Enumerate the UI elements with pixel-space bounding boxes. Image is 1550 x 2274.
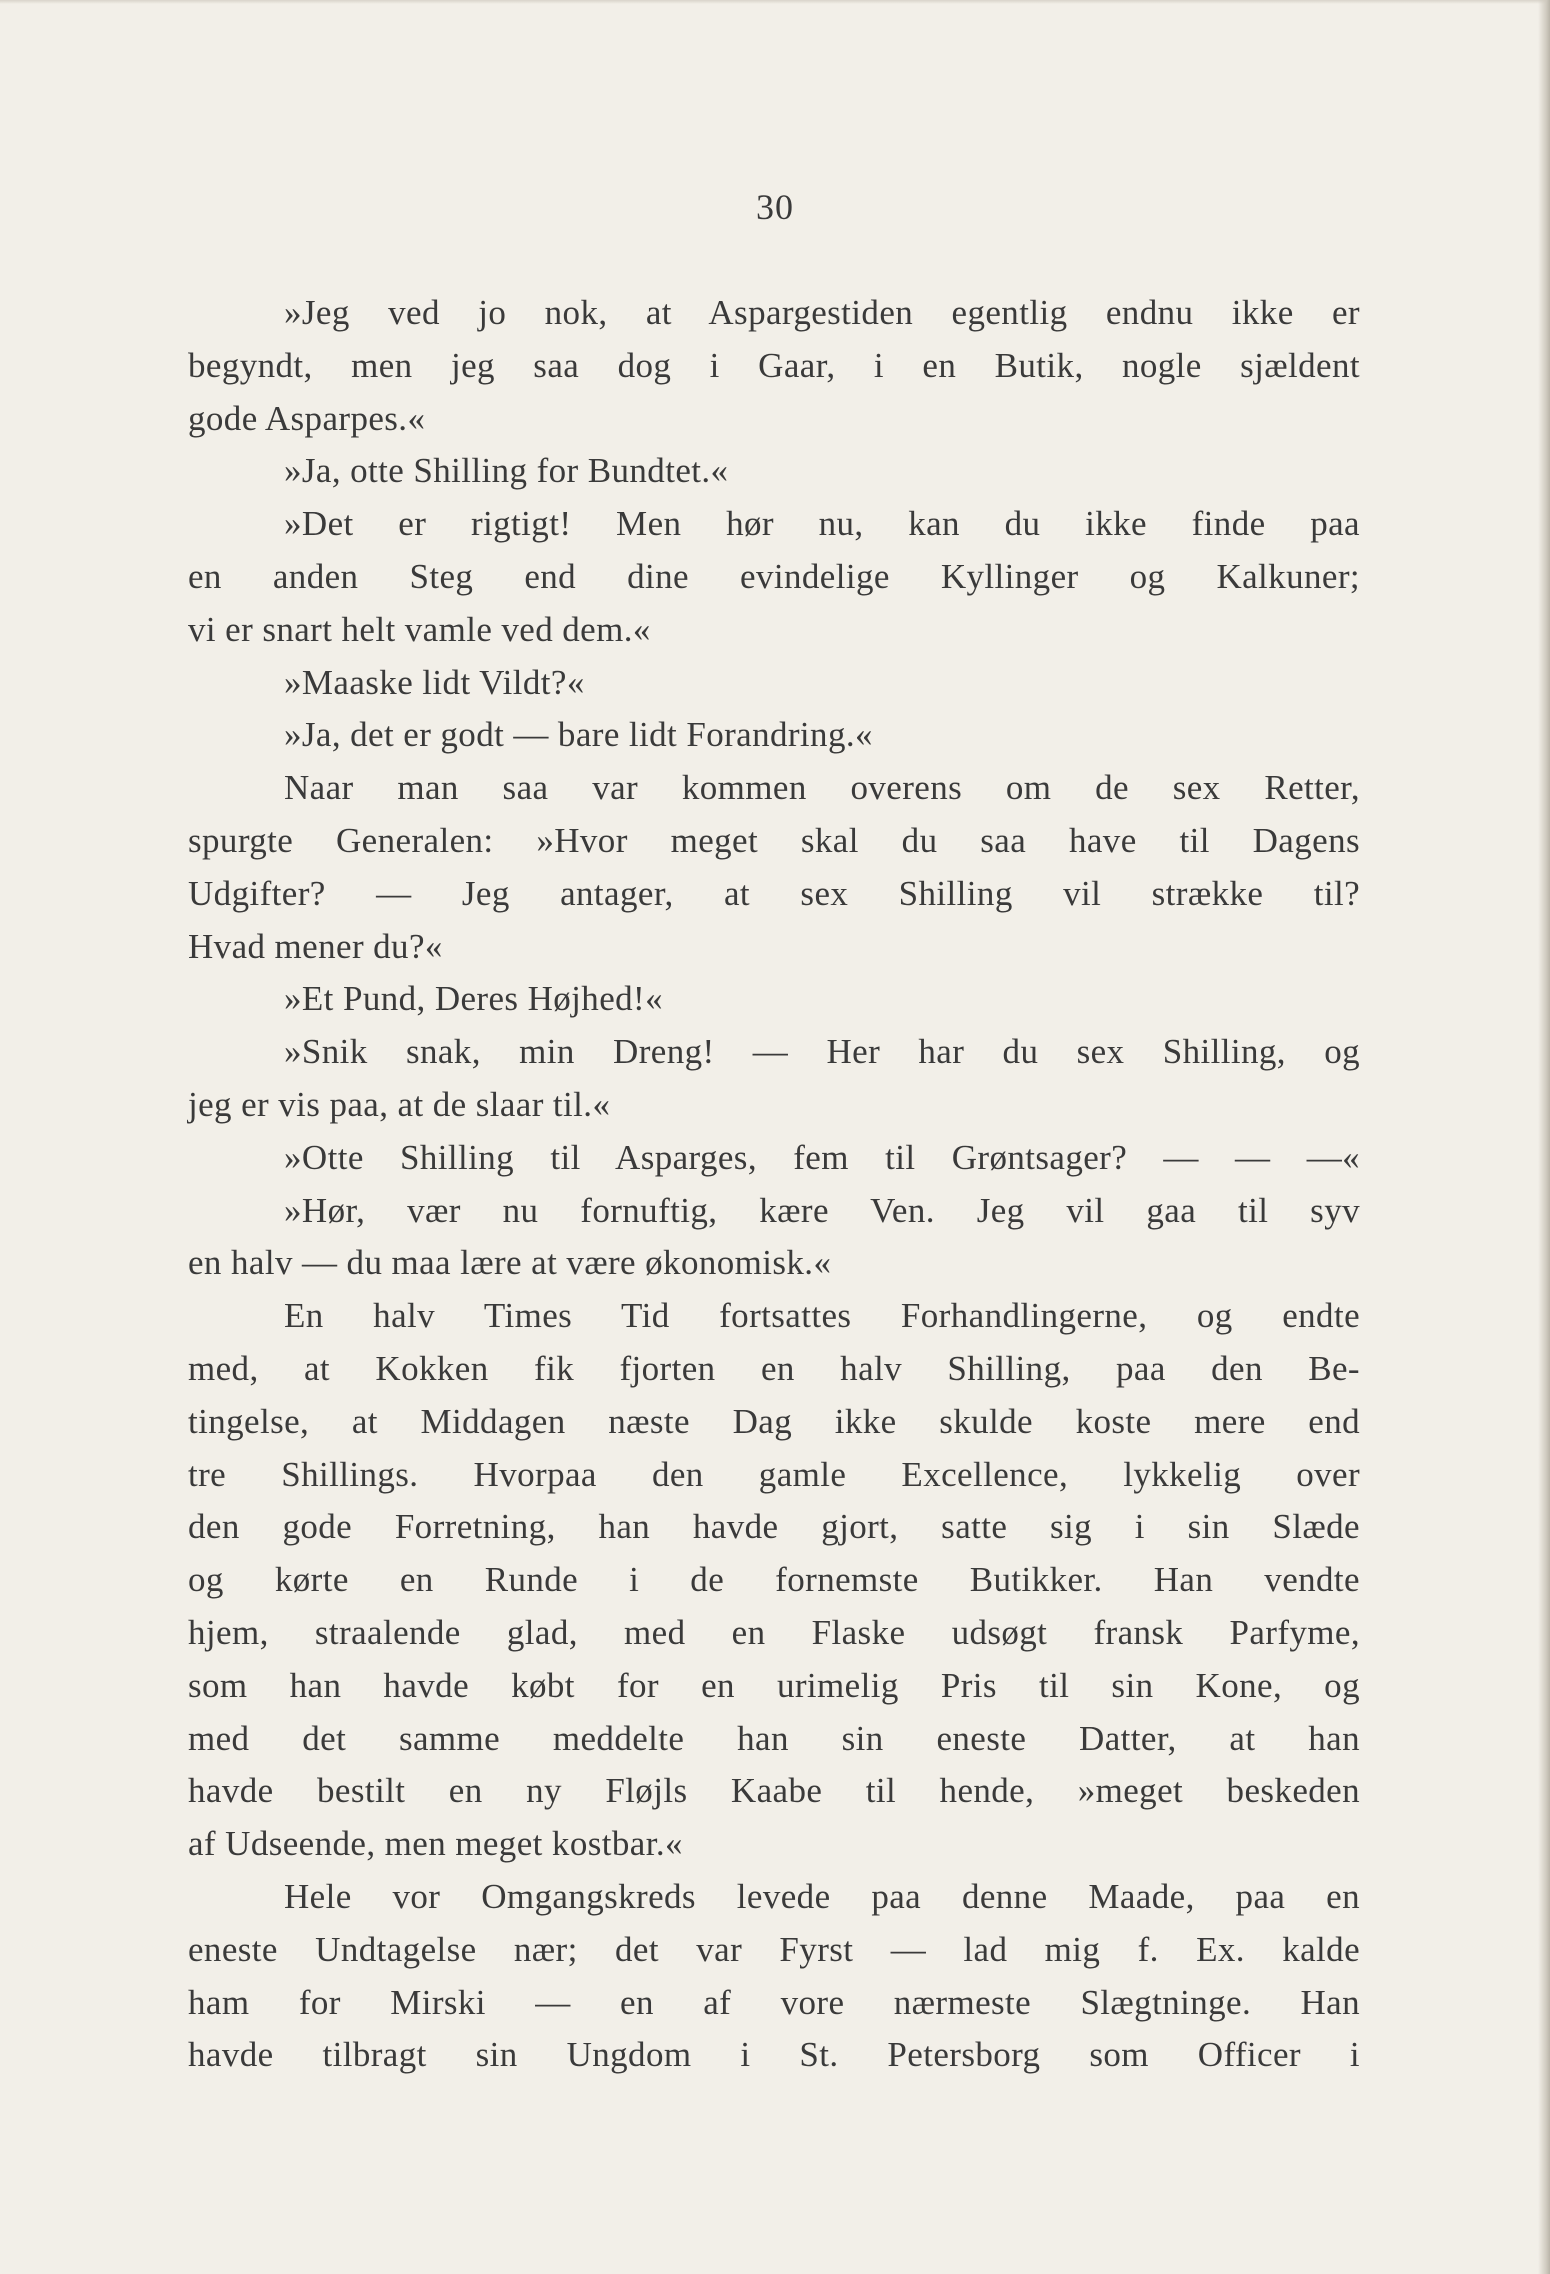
text-line: ham for Mirski — en af vore nærmeste Slægtninge. Han [188,1982,1360,2022]
text-line: Hele vor Omgangskreds levede paa denne Maade, paa en [284,1876,1360,1916]
text-line: »Jeg ved jo nok, at Aspargestiden egentlig endnu ikke er [284,293,1360,332]
text-line: med, at Kokken fik fjorten en halv Shilling, paa den Be- [188,1348,1360,1388]
text-line: En halv Times Tid fortsattes Forhandlingerne, og endte [284,1296,1360,1336]
text-line: begyndt, men jeg saa dog i Gaar, i en Butik, nogle sjældent [188,345,1360,385]
text-line: »Det er rigtigt! Men hør nu, kan du ikke finde paa [284,504,1360,544]
text-line: »Otte Shilling til Asparges, fem til Grøntsager? — — —« [284,1137,1360,1177]
text-line: med det samme meddelte han sin eneste Datter, at han [188,1718,1360,1758]
text-line: Hvad mener du?« [188,926,443,966]
text-line: »Et Pund, Deres Højhed!« [284,979,663,1019]
text-line: og kørte en Runde i de fornemste Butikker. Han vendte [188,1560,1360,1600]
text-line: tingelse, at Middagen næste Dag ikke skulde koste mere end [188,1401,1360,1441]
text-line: Naar man saa var kommen overens om de sex Retter, [284,768,1360,808]
text-line: »Hør, vær nu fornuftig, kære Ven. Jeg vil gaa til syv [284,1190,1360,1230]
body-text [188,287,1360,2082]
text-line: »Snik snak, min Dreng! — Her har du sex Shilling, og [284,1032,1360,1072]
text-line: eneste Undtagelse nær; det var Fyrst — lad mig f. Ex. kalde [188,1929,1360,1969]
page-top-edge [0,0,1550,4]
text-line: spurgte Generalen: »Hvor meget skal du saa have til Dagens [188,820,1360,860]
text-line: hjem, straalende glad, med en Flaske udsøgt fransk Parfyme, [188,1612,1360,1652]
text-line: »Maaske lidt Vildt?« [284,662,585,702]
text-line: tre Shillings. Hvorpaa den gamle Excellence, lykkelig over [188,1454,1360,1494]
text-line: en halv — du maa lære at være økonomisk.« [188,1243,832,1283]
text-line: den gode Forretning, han havde gjort, satte sig i sin Slæde [188,1507,1360,1547]
text-line: havde tilbragt sin Ungdom i St. Petersborg som Officer i [188,2035,1360,2075]
text-line: vi er snart helt vamle ved dem.« [188,609,651,649]
text-line: »Ja, det er godt — bare lidt Forandring.« [284,715,873,755]
text-line: jeg er vis paa, at de slaar til.« [188,1084,611,1124]
text-line: af Udseende, men meget kostbar.« [188,1824,683,1864]
text-line: Udgifter? — Jeg antager, at sex Shilling vil strække til? [188,873,1360,913]
text-line: som han havde købt for en urimelig Pris til sin Kone, og [188,1665,1360,1705]
page-number: 30 [756,187,794,227]
text-line: en anden Steg end dine evindelige Kyllinger og Kalkuner; [188,556,1360,596]
text-line: »Ja, otte Shilling for Bundtet.« [284,451,729,491]
page-right-edge [1538,0,1550,2274]
text-line: havde bestilt en ny Fløjls Kaabe til hende, »meget beskeden [188,1771,1360,1811]
text-line: gode Asparpes.« [188,398,426,438]
